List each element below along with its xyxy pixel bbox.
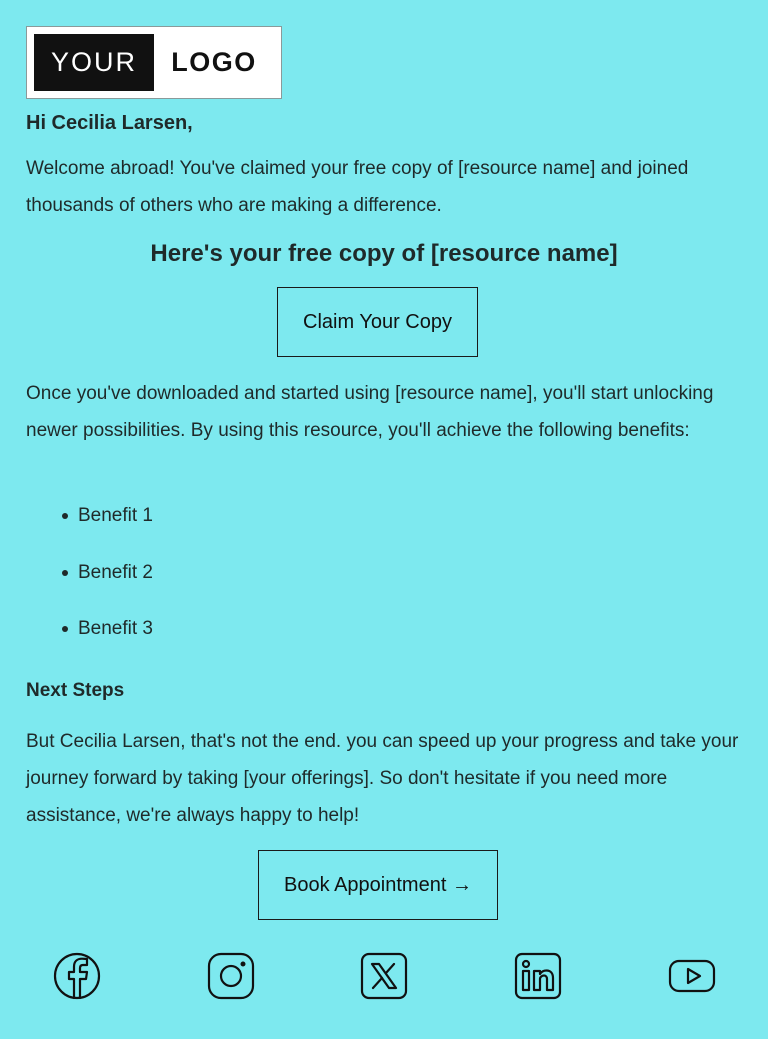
facebook-icon[interactable] — [51, 950, 103, 1002]
company-logo — [26, 26, 282, 99]
greeting: Hi Cecilia Larsen, — [26, 112, 193, 134]
claim-copy-button[interactable]: Claim Your Copy — [277, 287, 478, 357]
x-twitter-icon[interactable] — [358, 950, 410, 1002]
benefits-list — [78, 500, 153, 670]
list-item: Benefit 2 — [78, 557, 153, 614]
linkedin-icon[interactable] — [512, 950, 564, 1002]
list-item: Benefit 1 — [78, 500, 153, 557]
next-steps-heading: Next Steps — [26, 680, 125, 701]
next-steps-paragraph: But Cecilia Larsen, that's not the end. you can speed up your progress and take your journey forward by taking [your offerings]. So don't hesitate if you need more assistance, we're always happy to help! — [26, 731, 739, 826]
intro-paragraph: Welcome abroad! You've claimed your free copy of [resource name] and joined thousands of others who are making a difference. — [26, 158, 689, 216]
list-item: Benefit 3 — [78, 613, 153, 670]
youtube-icon[interactable] — [666, 950, 718, 1002]
logo-left-block: YOUR — [34, 34, 154, 91]
book-appointment-button[interactable]: Book Appointment → — [258, 850, 498, 920]
logo-right-block: LOGO — [171, 47, 257, 77]
instagram-icon[interactable] — [205, 950, 257, 1002]
body-paragraph: Once you've downloaded and started using [resource name], you'll start unlocking newer possibilities. By using this resource, you'll achieve the following benefits: — [26, 383, 714, 441]
section-title: Here's your free copy of [resource name] — [150, 240, 618, 267]
